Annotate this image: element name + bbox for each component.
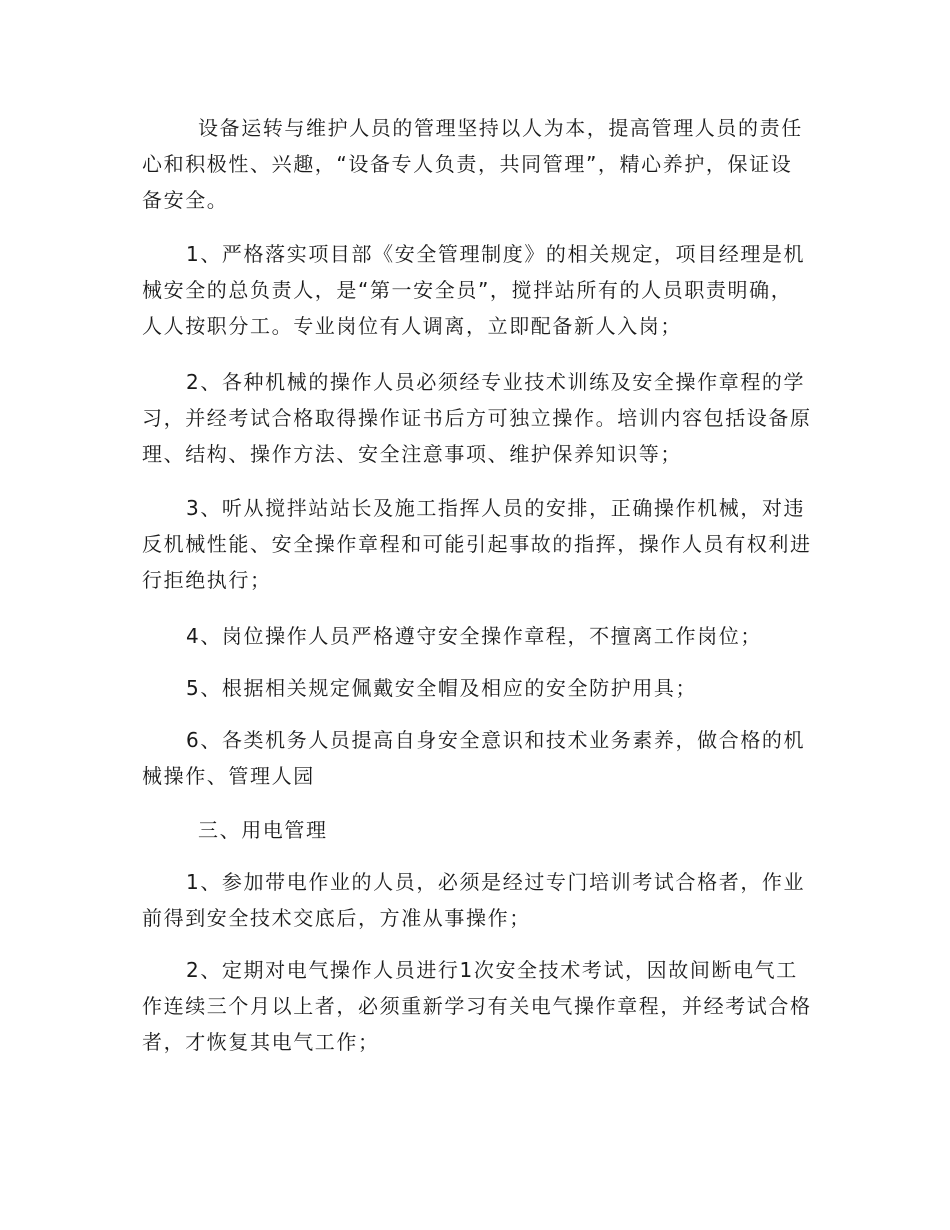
- intro-paragraph: 设备运转与维护人员的管理坚持以人为本，提高管理人员的责任心和积极性、兴趣，“设备专人负责，共同管理”，精心养护，保证设备安全。: [142, 116, 803, 212]
- item-paragraph-2: 2、各种机械的操作人员必须经专业技术训练及安全操作章程的学习，并经考试合格取得操作证书后方可独立操作。培训内容包括设备原理、结构、操作方法、安全注意事项、维护保养知识等；: [142, 370, 812, 466]
- section-heading: 三、用电管理: [198, 818, 328, 842]
- section-item-paragraph-1: 1、参加带电作业的人员，必须是经过专门培训考试合格者，作业前得到安全技术交底后，方准从事操作；: [142, 870, 806, 930]
- item-paragraph-3: 3、听从搅拌站站长及施工指挥人员的安排，正确操作机械，对违反机械性能、安全操作章程和可能引起事故的指挥，操作人员有权利进行拒绝执行；: [142, 496, 812, 592]
- item-paragraph-4: 4、岗位操作人员严格遵守安全操作章程，不擅离工作岗位；: [186, 624, 762, 648]
- item-paragraph-5: 5、根据相关规定佩戴安全帽及相应的安全防护用具；: [186, 676, 698, 700]
- item-paragraph-6: 6、各类机务人员提高自身安全意识和技术业务素养，做合格的机械操作、管理人园: [142, 728, 806, 788]
- section-item-paragraph-2: 2、定期对电气操作人员进行1次安全技术考试，因故间断电气工作连续三个月以上者，必须重新学习有关电气操作章程，并经考试合格者，才恢复其电气工作；: [142, 958, 812, 1054]
- item-paragraph-1: 1、严格落实项目部《安全管理制度》的相关规定，项目经理是机械安全的总负责人，是“第一安全员”，搅拌站所有的人员职责明确，人人按职分工。专业岗位有人调离，立即配备新人入岗；: [142, 242, 806, 338]
